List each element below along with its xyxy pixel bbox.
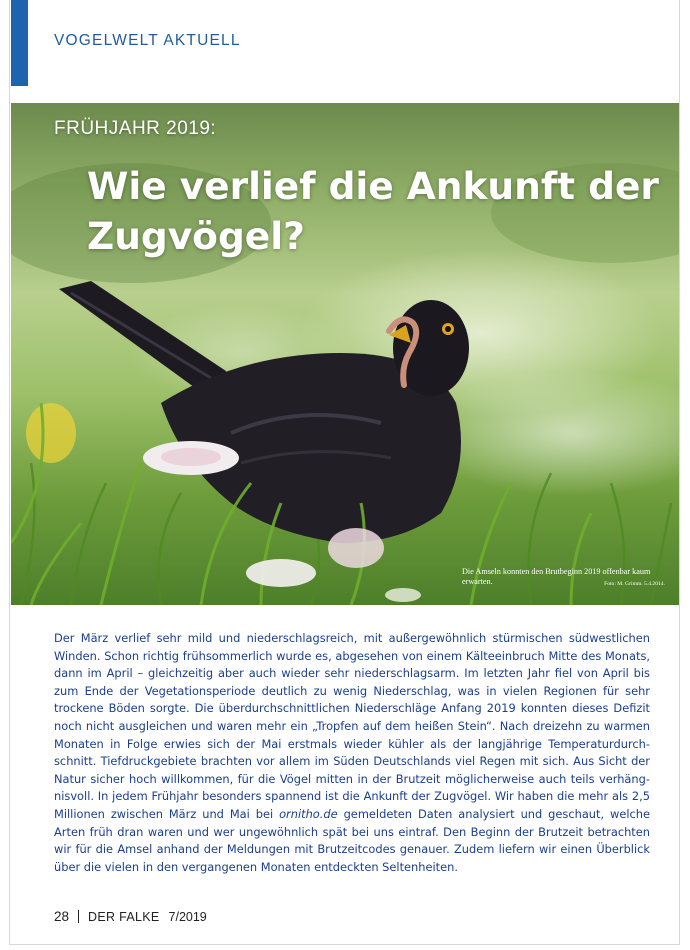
section-color-bar: [11, 0, 28, 86]
photo-caption: [462, 567, 667, 587]
daisy-flower: [143, 441, 239, 475]
ornitho-site-name: ornitho.de: [279, 806, 338, 821]
issue-number: 7/2019: [168, 909, 207, 924]
lead-text-part-2: gemeldeten Daten analysiert und geschaut, welche Arten früh dran waren und wer ungewöhnlich spät bei uns eintraf. Den Beginn der Brutzeit betrachten wir für die Amsel anhand der Meldungen mit Brutzeitcodes genauer. Zudem liefern wir einen Überblick über die vielen in den vergangenen Monaten entdeckten Seltenheiten.: [54, 806, 651, 874]
article-lead-paragraph: [54, 630, 650, 876]
photo-credit: Foto: M. Grimm. 5.4.2014.: [604, 581, 665, 587]
hero-photo: [11, 103, 679, 605]
footer-divider: [78, 910, 79, 923]
page-number: 28: [54, 909, 70, 924]
lead-text-part-1: Der März verlief sehr mild und niederschlagsreich, mit außergewöhnlich stürmischen südwestlichen Winden. Schon richtig frühsommerlich wurde es, abgesehen von einem Kälteeinbruch Mitte des Monats, dann im April – gleichzeitig aber auch wieder sehr niederschlagsarm. Im letzten Jahr fiel von April bis zum Ende der Vegetationsperiode deutlich zu wenig Niederschlag, was in vielen Regionen für sehr trockene Böden sorgte. Die überdurchschnittlichen Niederschläge Anfang 2019 konnten dieses Defizit noch nicht ausgleichen und waren mehr ein „Tropfen auf dem heißen Stein“. Nach dreizehn zu warmen Monaten in Folge erwies sich der Mai erstmals wieder kühler als der langjährige Temperaturdurchschnitt. Tiefdruckgebiete brachten vor allem im Süden Deutschlands viel Regen mit sich. Aus Sicht der Natur sicher hoch willkommen, für die Vögel mitten in der Brutzeit möglicherweise auch teils verhängnisvoll. In jedem Frühjahr besonders spannend ist die Ankunft der Zugvögel. Wir haben die mehr als 2,5 Millionen zwischen März und Mai bei: [54, 631, 650, 821]
magazine-name: DER FALKE: [88, 909, 160, 924]
page-footer: [54, 909, 207, 924]
article-kicker: FRÜHJAHR 2019:: [54, 118, 217, 139]
caption-text: Die Amseln konnten den Brutbeginn 2019 offenbar kaum erwarten.: [462, 567, 651, 586]
section-label: VOGELWELT AKTUELL: [54, 32, 241, 49]
article-headline: Wie verlief die Ankunft der Zugvögel?: [87, 164, 659, 258]
